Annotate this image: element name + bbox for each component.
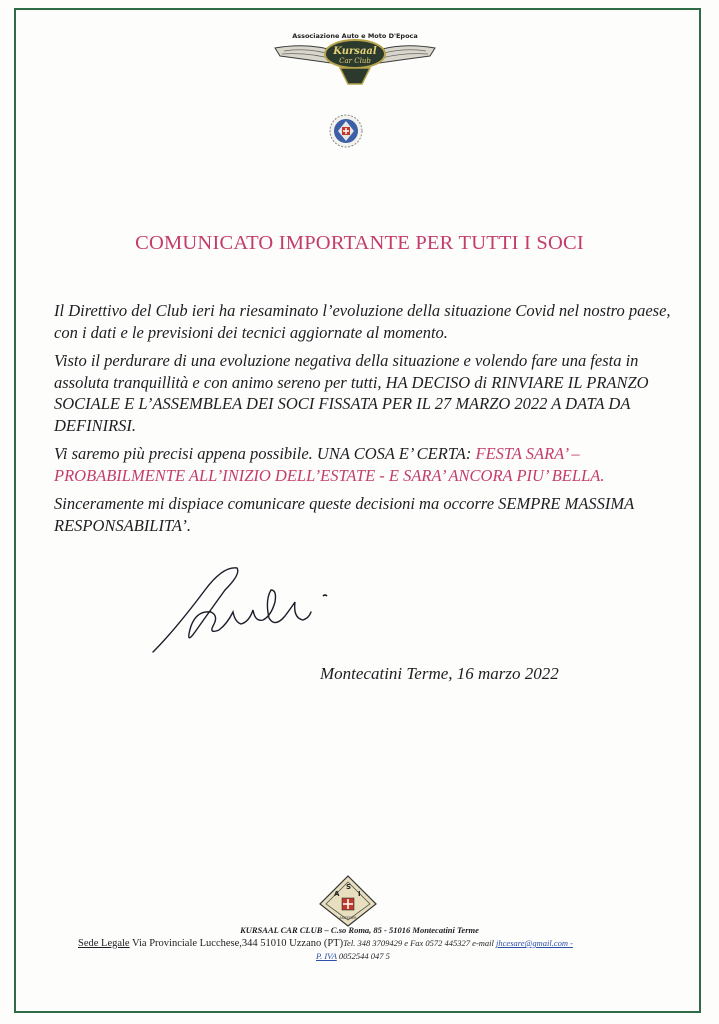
paragraph-4: Sinceramente mi dispiace comunicare queste decisioni ma occorre SEMPRE MASSIMA RESPONSABILITA’. [54, 494, 634, 535]
logo-letter-a: A [334, 890, 340, 898]
crest-emblem [327, 112, 365, 150]
sede-legale-label: Sede Legale [78, 938, 130, 949]
announcement-body [54, 300, 674, 543]
logo-bottom-sub: ASIFEDER [339, 916, 357, 920]
logo-name: Kursaal [333, 46, 377, 57]
logo-arc-text: Associazione Auto e Moto D'Epoca [292, 32, 418, 40]
logo-letter-i: I [358, 890, 361, 898]
paragraph-1: Il Direttivo del Club ieri ha riesaminato l’evoluzione della situazione Covid nel nostro paese, con i dati e le previsioni dei tecnici aggiornate al momento. [54, 301, 671, 342]
paragraph-3-highlight: FESTA SARA’ –PROBABILMENTE ALL’INIZIO DELL’ESTATE - E SARA’ ANCORA PIU’ BELLA. [54, 444, 605, 485]
page-title: COMUNICATO IMPORTANTE PER TUTTI I SOCI [135, 232, 584, 254]
asi-logo [318, 874, 378, 928]
email-link[interactable]: jhcesare@gmail.com [496, 938, 568, 948]
email-suffix: - [567, 938, 573, 948]
paragraph-3-text: Vi saremo più precisi appena possibile. UNA COSA E’ CERTA: [54, 444, 476, 463]
legal-address: Via Provinciale Lucchese,344 51010 Uzzano (PT) [129, 938, 344, 949]
paragraph-2: Visto il perdurare di una evoluzione negativa della situazione e volendo fare una festa in assoluta tranquillità e con animo sereno per tutti, HA DECISO di RINVIARE IL PRANZO SOCIALE E L’ASSEMBLEA DEI SOCI FISSATA PER IL 27 MARZO 2022 A DATA DA DEFINIRSI. [54, 351, 649, 435]
place-and-date: Montecatini Terme, 16 marzo 2022 [320, 664, 559, 683]
signature [145, 560, 335, 660]
footer-club-address: KURSAAL CAR CLUB – C.so Roma, 85 - 51016 Montecatini Terme [240, 925, 479, 935]
logo-letter-s: S [346, 883, 352, 891]
paragraph-3 [54, 443, 674, 486]
footer-legal-line [78, 938, 573, 949]
piva-label[interactable]: P. IVA [316, 951, 337, 961]
kursaal-car-club-logo [270, 30, 440, 88]
contacts: Tel. 348 3709429 e Fax 0572 445327 e-mail [343, 938, 497, 948]
piva-value: 0052544 047 5 [336, 951, 390, 961]
logo-sub: Car Club [339, 57, 371, 65]
footer-piva [316, 951, 390, 961]
